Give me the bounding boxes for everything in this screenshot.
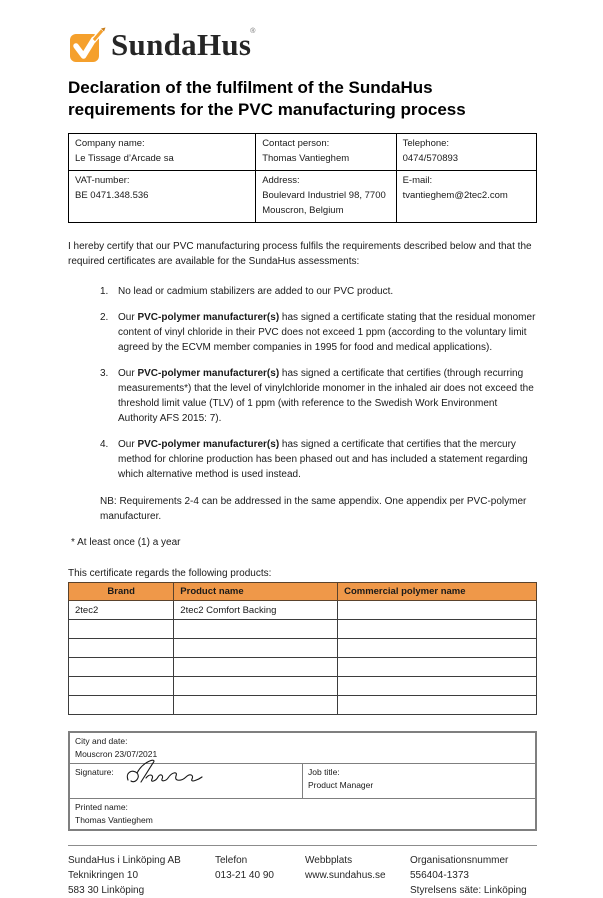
address-cell: [256, 170, 396, 223]
table-row: [69, 696, 537, 715]
item-number: 1.: [100, 286, 109, 298]
brand-cell: [69, 620, 174, 639]
contact-person-cell: [256, 133, 396, 170]
item-text-post: has signed a certificate that certifies (through recurring measurements*) that the level of vinylchloride monomer in the inhaled air does not exceed the threshold limit value (TLV) of 1 ppm (with reference to the Swedish Work Environment Authority AFS 2015: 7).: [118, 368, 534, 425]
product-name-cell: [174, 620, 338, 639]
requirements-list: [68, 284, 537, 482]
page-footer: [68, 845, 537, 898]
product-name-cell: [174, 658, 338, 677]
footer-org-column: [410, 853, 537, 898]
requirement-item-1: [100, 284, 537, 299]
footer-street: Teknikringen 10: [68, 869, 139, 881]
footer-org-seat: Styrelsens säte: Linköping: [410, 884, 527, 896]
item-text-bold: PVC-polymer manufacturer(s): [137, 368, 280, 380]
info-row-2: [69, 170, 537, 223]
city-date-label: City and date:: [75, 736, 128, 747]
brand-cell: [69, 658, 174, 677]
vat-number-label: VAT-number:: [75, 174, 130, 186]
company-info-table: [68, 133, 537, 224]
polymer-name-cell: [338, 639, 537, 658]
brand-cell: [69, 696, 174, 715]
printed-name-row: [69, 798, 536, 830]
requirement-item-2: [100, 310, 537, 355]
telephone-label: Telephone:: [402, 137, 450, 149]
products-intro: This certificate regards the following products:: [68, 568, 272, 580]
footer-web-label: Webbplats: [305, 854, 353, 866]
telephone-cell: [396, 133, 536, 170]
printed-name-label: Printed name:: [75, 801, 128, 812]
products-header-row: [69, 583, 537, 601]
polymer-name-cell: [338, 696, 537, 715]
company-name-label: Company name:: [75, 137, 145, 149]
brand-cell: 2tec2: [69, 601, 174, 620]
job-title-value: Product Manager: [308, 779, 374, 790]
telephone-value: 0474/570893: [402, 152, 459, 164]
item-text-pre: Our: [118, 312, 138, 324]
item-number: 2.: [100, 312, 109, 324]
footnote: * At least once (1) a year: [71, 537, 181, 549]
contact-person-value: Thomas Vantieghem: [262, 152, 350, 164]
footer-city: 583 30 Linköping: [68, 884, 145, 896]
item-text-pre: No lead or cadmium stabilizers are added to our PVC product.: [118, 286, 394, 298]
email-cell: [396, 170, 536, 223]
vat-number-value: BE 0471.348.536: [75, 190, 149, 202]
requirement-item-4: [100, 437, 537, 482]
product-name-cell: [174, 677, 338, 696]
footer-company: SundaHus i Linköping AB: [68, 854, 181, 866]
table-row: [69, 639, 537, 658]
address-label: Address:: [262, 174, 300, 186]
company-name-value: Le Tissage d’Arcade sa: [75, 152, 174, 164]
item-text-bold: PVC-polymer manufacturer(s): [137, 312, 280, 324]
brand-name: SundaHus: [111, 27, 252, 62]
footer-address-column: [68, 853, 215, 898]
item-text-pre: Our: [118, 368, 138, 380]
footer-web-value: www.sundahus.se: [305, 869, 386, 881]
item-text: [118, 284, 537, 299]
info-row-1: [69, 133, 537, 170]
job-title-cell: [303, 763, 537, 798]
city-date-value: Mouscron 23/07/2021: [75, 749, 158, 760]
header-brand: Brand: [69, 583, 174, 601]
handwritten-signature: [122, 756, 214, 794]
product-name-cell: [174, 696, 338, 715]
brand-cell: [69, 639, 174, 658]
contact-person-label: Contact person:: [262, 137, 330, 149]
footer-web-column: [305, 853, 410, 898]
brand-cell: [69, 677, 174, 696]
table-row: [69, 677, 537, 696]
footer-org-value: 556404-1373: [410, 869, 469, 881]
certification-intro: I hereby certify that our PVC manufacturing process fulfils the requirements described below and that the required certificates are available for the SundaHus assessments:: [68, 241, 532, 268]
signature-row: [69, 763, 536, 798]
table-row: [69, 658, 537, 677]
table-row: [69, 620, 537, 639]
registered-trademark-icon: ®: [250, 28, 256, 35]
requirement-item-3: [100, 366, 537, 426]
signature-label: Signature:: [75, 766, 114, 777]
footer-phone-label: Telefon: [215, 854, 248, 866]
printed-name-value: Thomas Vantieghem: [75, 814, 153, 825]
item-text: [118, 366, 537, 426]
item-text-post: has signed a certificate that certifies that the mercury method for chlorine production has been phased out and has included a statement regarding which alternative method is used instead.: [118, 439, 528, 481]
page-title: Declaration of the fulfilment of the SundaHus requirements for the PVC manufacturing process: [68, 78, 466, 119]
logo: [68, 26, 537, 68]
signature-block: [68, 731, 537, 831]
table-row: [69, 601, 537, 620]
footer-phone-value: 013-21 40 90: [215, 869, 274, 881]
item-number: 3.: [100, 368, 109, 380]
printed-name-cell: [69, 798, 536, 830]
address-value: Boulevard Industriel 98, 7700 Mouscron, Belgium: [262, 190, 386, 217]
email-label: E-mail:: [402, 174, 433, 186]
sundahus-logo-icon: [68, 26, 108, 71]
footer-phone-column: [215, 853, 305, 898]
email-value: tvantieghem@2tec2.com: [402, 190, 508, 202]
footer-org-label: Organisationsnummer: [410, 854, 509, 866]
item-text-post: has signed a certificate stating that the residual monomer content of vinyl chloride in their PVC does not exceed 1 ppm (according to the voluntary limit agreed by the ECVM member companies in 1995 for food and medical applications).: [118, 312, 536, 354]
job-title-label: Job title:: [308, 766, 340, 777]
item-text-bold: PVC-polymer manufacturer(s): [137, 439, 280, 451]
polymer-name-cell: [338, 620, 537, 639]
company-name-cell: [69, 133, 256, 170]
item-text: [118, 310, 537, 355]
nb-note: NB: Requirements 2-4 can be addressed in the same appendix. One appendix per PVC-polymer manufacturer.: [100, 496, 527, 523]
header-commercial-polymer-name: Commercial polymer name: [338, 583, 537, 601]
product-name-cell: [174, 639, 338, 658]
product-name-cell: 2tec2 Comfort Backing: [174, 601, 338, 620]
vat-number-cell: [69, 170, 256, 223]
polymer-name-cell: [338, 658, 537, 677]
products-table: [68, 582, 537, 715]
polymer-name-cell: [338, 677, 537, 696]
polymer-name-cell: [338, 601, 537, 620]
item-text: [118, 437, 537, 482]
item-number: 4.: [100, 439, 109, 451]
item-text-pre: Our: [118, 439, 138, 451]
header-product-name: Product name: [174, 583, 338, 601]
signature-cell: [69, 763, 303, 798]
